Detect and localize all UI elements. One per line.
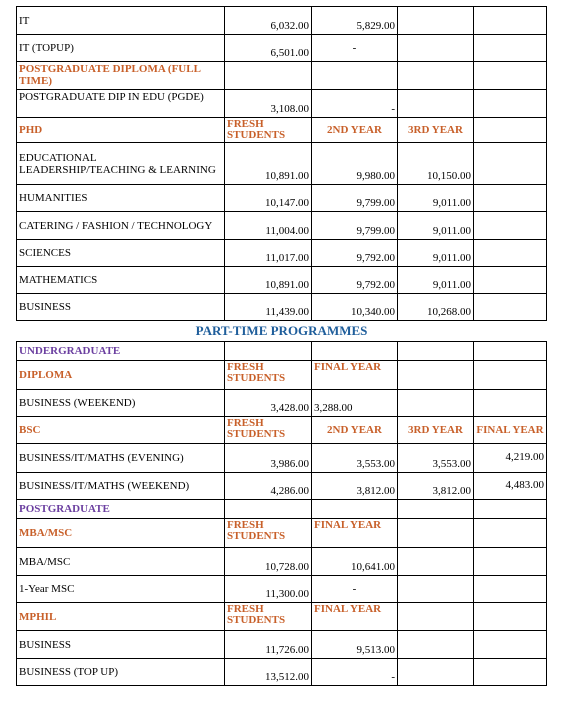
program-name: MBA/MSC [17,548,225,576]
table-row [17,90,547,118]
fee-cell: 10,150.00 [398,143,474,185]
section-label: BSC [17,417,225,444]
part-time-title: PART-TIME PROGRAMMES [17,321,547,342]
program-name: HUMANITIES [17,185,225,212]
fee-cell: 3,553.00 [398,444,474,473]
column-header: FINAL YEAR [312,361,398,390]
fee-cell: 10,268.00 [398,294,474,321]
table-row [17,7,547,35]
section-label: POSTGRADUATE [17,500,225,519]
column-header: FRESH STUDENTS [225,519,312,548]
fee-cell: 4,219.00 [474,444,547,473]
column-header: 3RD YEAR [398,118,474,143]
fee-cell: 3,428.00 [225,390,312,417]
program-name: BUSINESS (TOP UP) [17,659,225,686]
fee-cell: 11,726.00 [225,631,312,659]
program-name: BUSINESS [17,631,225,659]
table-row [17,143,547,185]
section-label: MBA/MSC [17,519,225,548]
fee-cell: 11,017.00 [225,240,312,267]
fee-cell: 10,641.00 [312,548,398,576]
program-name: BUSINESS [17,294,225,321]
fee-cell: 11,004.00 [225,212,312,240]
fee-cell: 3,288.00 [312,390,398,417]
fee-cell: 5,829.00 [312,7,398,35]
column-header: FINAL YEAR [474,417,547,444]
column-header: 2ND YEAR [312,417,398,444]
fee-cell: 3,553.00 [312,444,398,473]
table-row [17,294,547,321]
program-name: POSTGRADUATE DIP IN EDU (PGDE) [17,90,225,118]
program-name: IT (TOPUP) [17,35,225,62]
fee-cell: 9,799.00 [312,212,398,240]
fee-cell: - [312,90,398,118]
table-row [17,390,547,417]
fee-cell: 11,439.00 [225,294,312,321]
column-header: 2ND YEAR [312,118,398,143]
fee-cell [398,7,474,35]
fee-cell: 9,011.00 [398,240,474,267]
column-header: FINAL YEAR [312,519,398,548]
fee-cell: - [312,576,398,603]
section-label: DIPLOMA [17,361,225,390]
fee-table-sheet [16,6,546,686]
section-title-row [17,321,547,342]
fee-cell: 9,011.00 [398,267,474,294]
fee-cell: 11,300.00 [225,576,312,603]
program-name: BUSINESS/IT/MATHS (WEEKEND) [17,473,225,500]
table-row [17,240,547,267]
fee-cell: 3,812.00 [312,473,398,500]
fee-cell: 6,032.00 [225,7,312,35]
fee-cell: 9,792.00 [312,240,398,267]
program-name: EDUCATIONAL LEADERSHIP/TEACHING & LEARNING [17,143,225,185]
fee-cell: 10,728.00 [225,548,312,576]
table-row [17,212,547,240]
program-name: MATHEMATICS [17,267,225,294]
fee-cell: - [312,35,398,62]
section-row [17,500,547,519]
table-row [17,576,547,603]
column-header: FRESH STUDENTS [225,361,312,390]
fee-cell: 10,147.00 [225,185,312,212]
section-label: POSTGRADUATE DIPLOMA (FULL TIME) [17,62,225,90]
fee-cell: 3,108.00 [225,90,312,118]
section-label: MPHIL [17,603,225,631]
program-name: SCIENCES [17,240,225,267]
section-header-row [17,118,547,143]
column-header: FRESH STUDENTS [225,118,312,143]
fee-cell: 9,011.00 [398,212,474,240]
program-name: BUSINESS (WEEKEND) [17,390,225,417]
section-header-row [17,519,547,548]
fee-cell: 9,513.00 [312,631,398,659]
fee-cell: 10,340.00 [312,294,398,321]
fee-cell [474,7,547,35]
fee-table [16,6,547,686]
column-header: FRESH STUDENTS [225,417,312,444]
table-row [17,659,547,686]
table-row [17,267,547,294]
program-name: BUSINESS/IT/MATHS (EVENING) [17,444,225,473]
fee-cell: 3,812.00 [398,473,474,500]
fee-cell: 6,501.00 [225,35,312,62]
fee-cell: 10,891.00 [225,267,312,294]
fee-cell [474,35,547,62]
fee-cell: 9,792.00 [312,267,398,294]
column-header: FINAL YEAR [312,603,398,631]
fee-cell: 9,011.00 [398,185,474,212]
table-row [17,631,547,659]
program-name: CATERING / FASHION / TECHNOLOGY [17,212,225,240]
fee-cell [398,35,474,62]
program-name: 1-Year MSC [17,576,225,603]
table-row [17,444,547,473]
section-label: UNDERGRADUATE [17,342,225,361]
fee-cell: 4,286.00 [225,473,312,500]
section-header-row [17,417,547,444]
table-row [17,473,547,500]
table-row [17,185,547,212]
fee-cell: 9,799.00 [312,185,398,212]
column-header: FRESH STUDENTS [225,603,312,631]
fee-cell: 9,980.00 [312,143,398,185]
fee-cell: 13,512.00 [225,659,312,686]
section-label: PHD [17,118,225,143]
fee-cell: - [312,659,398,686]
table-row [17,35,547,62]
section-header-row [17,603,547,631]
fee-cell: 3,986.00 [225,444,312,473]
section-row [17,62,547,90]
column-header: 3RD YEAR [398,417,474,444]
fee-cell: 4,483.00 [474,473,547,500]
section-row [17,342,547,361]
program-name: IT [17,7,225,35]
section-header-row [17,361,547,390]
fee-cell: 10,891.00 [225,143,312,185]
table-row [17,548,547,576]
